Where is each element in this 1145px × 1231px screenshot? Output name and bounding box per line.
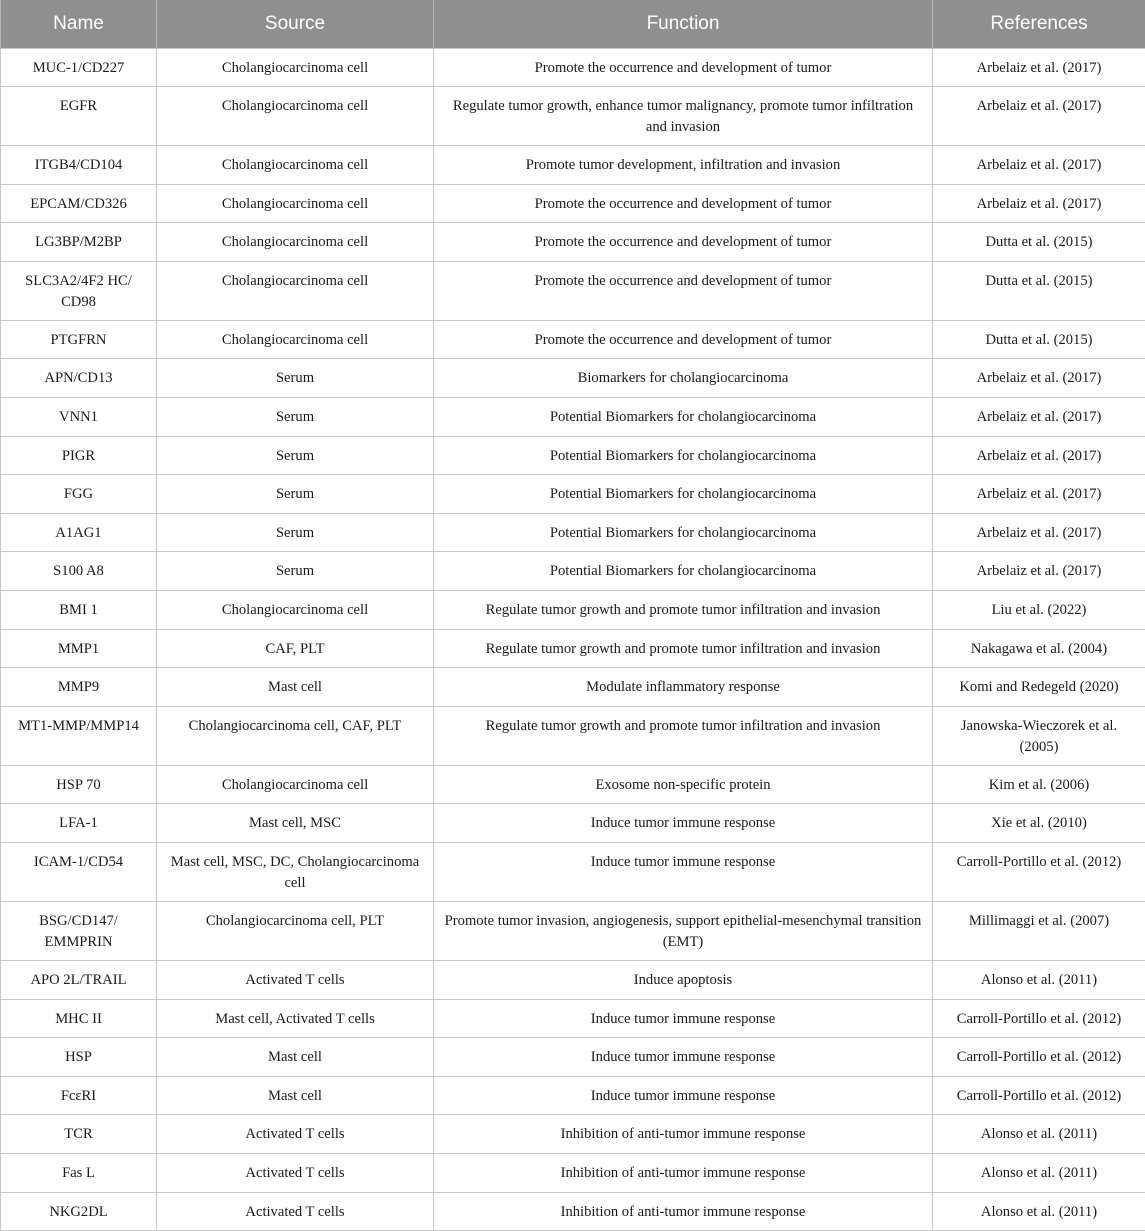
cell-reference: Liu et al. (2022) xyxy=(933,591,1145,630)
cell-function: Regulate tumor growth and promote tumor infiltration and invasion xyxy=(434,629,933,668)
cell-source: Serum xyxy=(157,436,434,475)
cell-function: Potential Biomarkers for cholangiocarcinoma xyxy=(434,552,933,591)
cell-reference: Alonso et al. (2011) xyxy=(933,961,1145,1000)
header-row xyxy=(1,0,1145,48)
cell-reference: Arbelaiz et al. (2017) xyxy=(933,475,1145,514)
cell-source: Mast cell, Activated T cells xyxy=(157,999,434,1038)
cell-function: Potential Biomarkers for cholangiocarcinoma xyxy=(434,436,933,475)
cell-name: EGFR xyxy=(1,87,157,146)
cell-source: Cholangiocarcinoma cell xyxy=(157,184,434,223)
cell-name: BMI 1 xyxy=(1,591,157,630)
cell-function: Induce tumor immune response xyxy=(434,843,933,902)
cell-reference: Millimaggi et al. (2007) xyxy=(933,902,1145,961)
cell-function: Induce tumor immune response xyxy=(434,1038,933,1077)
cell-function: Promote the occurrence and development of tumor xyxy=(434,261,933,320)
cell-name: MMP1 xyxy=(1,629,157,668)
cell-name: LG3BP/M2BP xyxy=(1,223,157,262)
table-row xyxy=(1,804,1145,843)
cell-reference: Arbelaiz et al. (2017) xyxy=(933,359,1145,398)
cell-name: MUC-1/CD227 xyxy=(1,48,157,87)
cell-function: Inhibition of anti-tumor immune response xyxy=(434,1153,933,1192)
table-row xyxy=(1,961,1145,1000)
cell-reference: Carroll-Portillo et al. (2012) xyxy=(933,843,1145,902)
cell-function: Potential Biomarkers for cholangiocarcinoma xyxy=(434,513,933,552)
table-row xyxy=(1,359,1145,398)
cell-function: Potential Biomarkers for cholangiocarcinoma xyxy=(434,475,933,514)
cell-reference: Alonso et al. (2011) xyxy=(933,1153,1145,1192)
cell-reference: Arbelaiz et al. (2017) xyxy=(933,552,1145,591)
cell-name: TCR xyxy=(1,1115,157,1154)
cell-name: ICAM-1/CD54 xyxy=(1,843,157,902)
cell-source: Cholangiocarcinoma cell xyxy=(157,48,434,87)
cell-source: Mast cell xyxy=(157,668,434,707)
header-name: Name xyxy=(1,0,157,48)
table-row xyxy=(1,48,1145,87)
cell-reference: Janowska-Wieczorek et al. (2005) xyxy=(933,706,1145,765)
cell-source: Serum xyxy=(157,513,434,552)
cell-name: VNN1 xyxy=(1,398,157,437)
cell-source: Mast cell xyxy=(157,1038,434,1077)
cell-function: Promote the occurrence and development of tumor xyxy=(434,223,933,262)
cell-source: Serum xyxy=(157,359,434,398)
table-row xyxy=(1,1192,1145,1231)
cell-name: MT1-MMP/MMP14 xyxy=(1,706,157,765)
cell-reference: Arbelaiz et al. (2017) xyxy=(933,184,1145,223)
cell-source: Cholangiocarcinoma cell, CAF, PLT xyxy=(157,706,434,765)
cell-source: Mast cell, MSC xyxy=(157,804,434,843)
cell-reference: Kim et al. (2006) xyxy=(933,765,1145,804)
cell-function: Induce tumor immune response xyxy=(434,999,933,1038)
cell-reference: Arbelaiz et al. (2017) xyxy=(933,87,1145,146)
cell-function: Inhibition of anti-tumor immune response xyxy=(434,1192,933,1231)
cell-function: Modulate inflammatory response xyxy=(434,668,933,707)
table-row xyxy=(1,398,1145,437)
cell-source: Cholangiocarcinoma cell xyxy=(157,765,434,804)
cell-function: Biomarkers for cholangiocarcinoma xyxy=(434,359,933,398)
cell-reference: Carroll-Portillo et al. (2012) xyxy=(933,1076,1145,1115)
cell-source: Serum xyxy=(157,475,434,514)
cell-function: Exosome non-specific protein xyxy=(434,765,933,804)
table-row xyxy=(1,552,1145,591)
cell-reference: Arbelaiz et al. (2017) xyxy=(933,398,1145,437)
cell-name: MHC II xyxy=(1,999,157,1038)
table-row xyxy=(1,668,1145,707)
cell-source: Cholangiocarcinoma cell xyxy=(157,320,434,359)
cell-name: LFA-1 xyxy=(1,804,157,843)
cell-name: ITGB4/CD104 xyxy=(1,146,157,185)
table-body xyxy=(1,48,1145,1231)
cell-source: Activated T cells xyxy=(157,961,434,1000)
cell-name: NKG2DL xyxy=(1,1192,157,1231)
cell-name: BSG/CD147/ EMMPRIN xyxy=(1,902,157,961)
cell-name: APN/CD13 xyxy=(1,359,157,398)
table-row xyxy=(1,1076,1145,1115)
table-row xyxy=(1,1038,1145,1077)
header-source: Source xyxy=(157,0,434,48)
cell-source: Cholangiocarcinoma cell xyxy=(157,261,434,320)
cell-name: Fas L xyxy=(1,1153,157,1192)
cell-source: Serum xyxy=(157,552,434,591)
cell-reference: Alonso et al. (2011) xyxy=(933,1192,1145,1231)
header-function: Function xyxy=(434,0,933,48)
cell-function: Regulate tumor growth and promote tumor infiltration and invasion xyxy=(434,591,933,630)
cell-source: Cholangiocarcinoma cell, PLT xyxy=(157,902,434,961)
cell-function: Potential Biomarkers for cholangiocarcinoma xyxy=(434,398,933,437)
cell-name: HSP xyxy=(1,1038,157,1077)
cell-reference: Arbelaiz et al. (2017) xyxy=(933,436,1145,475)
table-row xyxy=(1,475,1145,514)
cell-source: Activated T cells xyxy=(157,1115,434,1154)
cell-reference: Dutta et al. (2015) xyxy=(933,261,1145,320)
cell-function: Promote the occurrence and development of tumor xyxy=(434,48,933,87)
cell-name: A1AG1 xyxy=(1,513,157,552)
cell-source: Cholangiocarcinoma cell xyxy=(157,223,434,262)
table-row xyxy=(1,1115,1145,1154)
cell-name: FGG xyxy=(1,475,157,514)
cell-function: Promote the occurrence and development of tumor xyxy=(434,320,933,359)
table-header xyxy=(1,0,1145,48)
cell-source: Mast cell xyxy=(157,1076,434,1115)
cell-source: Serum xyxy=(157,398,434,437)
cell-source: Cholangiocarcinoma cell xyxy=(157,146,434,185)
table-row xyxy=(1,706,1145,765)
cell-function: Promote tumor invasion, angiogenesis, support epithelial-mesenchymal transition (EMT) xyxy=(434,902,933,961)
table-row xyxy=(1,146,1145,185)
table-row xyxy=(1,843,1145,902)
header-references: References xyxy=(933,0,1145,48)
cell-name: FcεRI xyxy=(1,1076,157,1115)
table-row xyxy=(1,223,1145,262)
cell-name: PTGFRN xyxy=(1,320,157,359)
cell-reference: Arbelaiz et al. (2017) xyxy=(933,513,1145,552)
cell-source: Cholangiocarcinoma cell xyxy=(157,87,434,146)
cell-reference: Alonso et al. (2011) xyxy=(933,1115,1145,1154)
cell-reference: Komi and Redegeld (2020) xyxy=(933,668,1145,707)
cell-function: Induce tumor immune response xyxy=(434,1076,933,1115)
table-row xyxy=(1,87,1145,146)
cell-name: MMP9 xyxy=(1,668,157,707)
cell-reference: Nakagawa et al. (2004) xyxy=(933,629,1145,668)
table-row xyxy=(1,513,1145,552)
table-row xyxy=(1,902,1145,961)
cell-name: APO 2L/TRAIL xyxy=(1,961,157,1000)
table-row xyxy=(1,999,1145,1038)
cell-function: Regulate tumor growth, enhance tumor malignancy, promote tumor infiltration and invasion xyxy=(434,87,933,146)
table-row xyxy=(1,184,1145,223)
table-row xyxy=(1,1153,1145,1192)
cell-name: PIGR xyxy=(1,436,157,475)
cell-name: HSP 70 xyxy=(1,765,157,804)
table-row xyxy=(1,261,1145,320)
cell-reference: Dutta et al. (2015) xyxy=(933,320,1145,359)
cell-function: Inhibition of anti-tumor immune response xyxy=(434,1115,933,1154)
cell-name: SLC3A2/4F2 HC/ CD98 xyxy=(1,261,157,320)
table-row xyxy=(1,436,1145,475)
cell-source: Activated T cells xyxy=(157,1153,434,1192)
cell-reference: Carroll-Portillo et al. (2012) xyxy=(933,1038,1145,1077)
cell-name: S100 A8 xyxy=(1,552,157,591)
table-row xyxy=(1,765,1145,804)
cell-function: Regulate tumor growth and promote tumor infiltration and invasion xyxy=(434,706,933,765)
cell-function: Promote tumor development, infiltration and invasion xyxy=(434,146,933,185)
cell-reference: Dutta et al. (2015) xyxy=(933,223,1145,262)
cell-source: Cholangiocarcinoma cell xyxy=(157,591,434,630)
table-row xyxy=(1,320,1145,359)
cell-source: Mast cell, MSC, DC, Cholangiocarcinoma cell xyxy=(157,843,434,902)
cell-reference: Carroll-Portillo et al. (2012) xyxy=(933,999,1145,1038)
cell-function: Induce apoptosis xyxy=(434,961,933,1000)
cell-source: CAF, PLT xyxy=(157,629,434,668)
cell-function: Induce tumor immune response xyxy=(434,804,933,843)
cell-source: Activated T cells xyxy=(157,1192,434,1231)
cell-function: Promote the occurrence and development of tumor xyxy=(434,184,933,223)
table-row xyxy=(1,591,1145,630)
cell-reference: Arbelaiz et al. (2017) xyxy=(933,48,1145,87)
table-row xyxy=(1,629,1145,668)
cell-name: EPCAM/CD326 xyxy=(1,184,157,223)
cell-reference: Xie et al. (2010) xyxy=(933,804,1145,843)
cell-reference: Arbelaiz et al. (2017) xyxy=(933,146,1145,185)
